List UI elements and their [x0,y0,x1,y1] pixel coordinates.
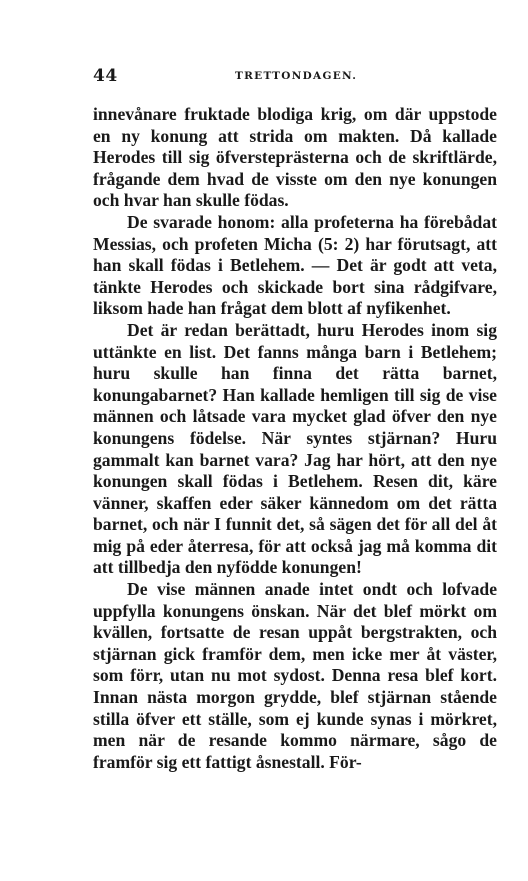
page-number: 44 [93,66,118,86]
paragraph: De vise männen anade intet ondt och lofvade uppfylla konungens önskan. När det blef mörkt om kvällen, fortsatte de resan uppåt bergstrakten, och stjärnan gick framför dem, men icke mer åt väster, som förr, utan nu mot sydost. Denna resa blef kort. Innan nästa morgon grydde, blef stjärnan stående stilla öfver ett ställe, som ej kunde synas i mörkret, men när de resande kommo närmare, sågo de framför sig ett fattigt åsnestall. För- [93,579,497,772]
body-text [93,104,497,773]
page-header [93,66,493,90]
paragraph: De svarade honom: alla profeterna ha förebådat Messias, och profeten Micha (5: 2) har förutsagt, att han skall födas i Betlehem. — Det är godt att veta, tänkte Herodes och skickade bort sina rådgifvare, liksom hade han frågat dem blott af nyfikenhet. [93,211,497,319]
paragraph: innevånare fruktade blodiga krig, om där uppstode en ny konung att strida om makten. Då kallade Herodes till sig öfversteprästerna och de skriftlärde, frågande dem hvad de visste om den nye konungen och hvar han skulle födas. [93,104,497,211]
paragraph: Det är redan berättadt, huru Herodes inom sig uttänkte en list. Det fanns många barn i Betlehem; huru skulle han finna det rätta barnet, konungabarnet? Han kallade hemligen till sig de vise männen och låtsade vara mycket glad öfver den nye konungens födelse. När syntes stjärnan? Huru gammalt kan barnet vara? Jag har hört, att den nye konungen skall födas i Betlehem. Resen dit, käre vänner, skaffen eder säker kännedom om det rätta barnet, och när I funnit det, så sägen det för all del åt mig på eder återresa, för att också jag må komma dit att tillbedja den nyfödde konungen! [93,319,497,578]
running-head: TRETTONDAGEN. [235,70,358,82]
